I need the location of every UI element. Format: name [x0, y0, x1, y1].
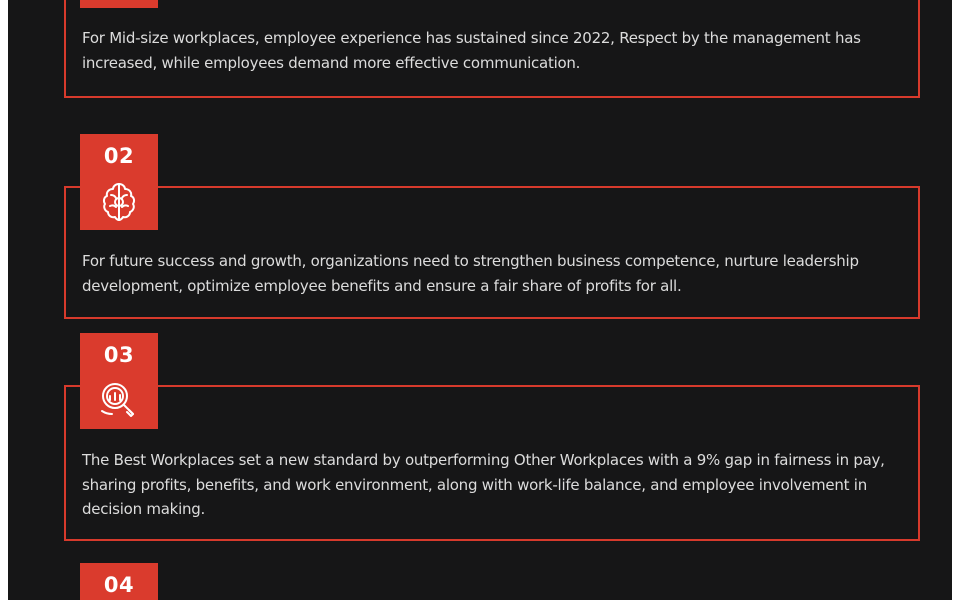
section-2-card [64, 186, 920, 319]
section-1-card [64, 0, 920, 98]
section-2-text: For future success and growth, organizations need to strengthen business competence, nurture leadership development, optimize employee benefits and ensure a fair share of profits for all. [82, 252, 859, 295]
infographic-panel [8, 0, 952, 600]
section-4-badge [80, 563, 158, 600]
magnifier-chart-icon [96, 377, 142, 423]
section-3-text: The Best Workplaces set a new standard by outperforming Other Workplaces with a 9% gap in fairness in pay, sharing profits, benefits, and work environment, along with work-life balance, and employee involvement in decision making. [82, 451, 885, 518]
section-2-badge [80, 134, 158, 230]
section-1-text: For Mid-size workplaces, employee experience has sustained since 2022, Respect by the management has increased, while employees demand more effective communication. [82, 29, 861, 72]
section-2-number: 02 [103, 144, 135, 168]
brain-gear-icon [96, 178, 142, 224]
section-4-number: 04 [103, 573, 135, 597]
section-3-badge [80, 333, 158, 429]
section-3-card [64, 385, 920, 541]
section-3-number: 03 [103, 343, 135, 367]
